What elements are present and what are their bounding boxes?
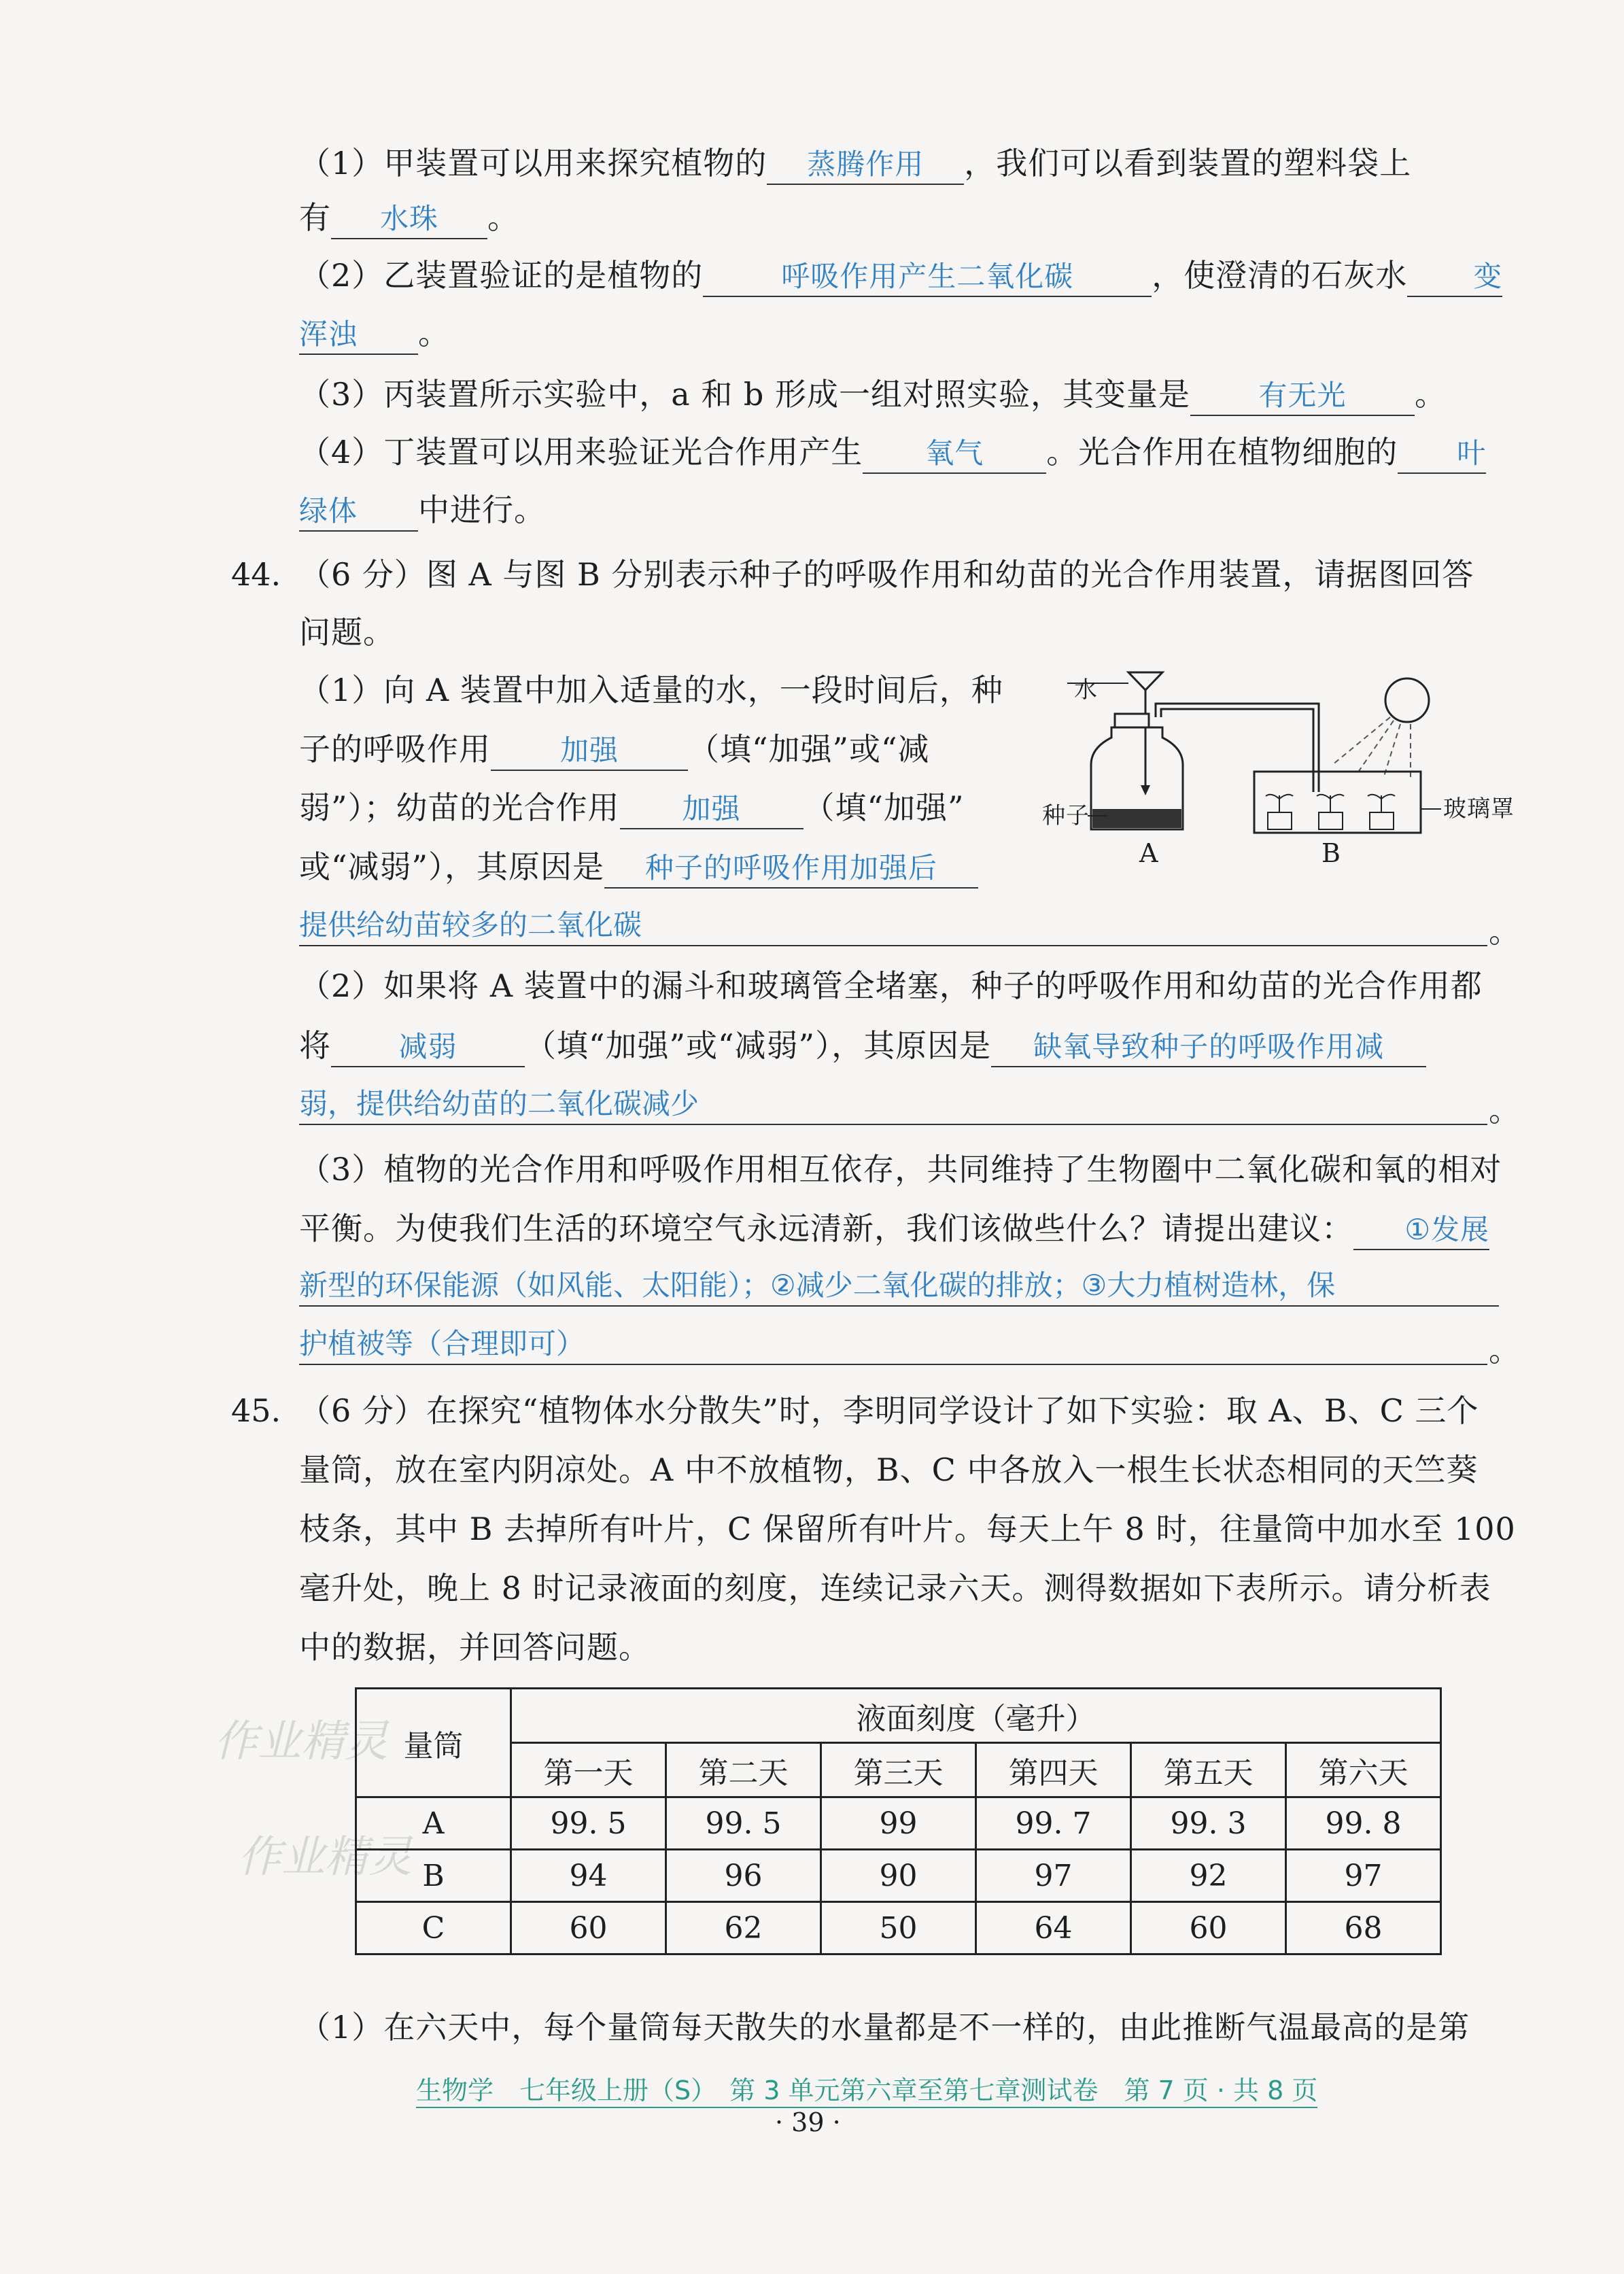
table-cell: 94: [511, 1850, 666, 1902]
light-ray: [1356, 721, 1394, 775]
table-cell: 96: [666, 1850, 821, 1902]
q45-line4: 毫升处，晚上 8 时记录液面的刻度，连续记录六天。测得数据如下表所示。请分析表: [299, 1570, 1491, 1606]
label-A: A: [1139, 838, 1159, 868]
answer-blank: 水珠: [331, 200, 487, 239]
q44-part2-line2: 将 减弱 （填“加强”或“减弱”），其原因是 缺氧导致种子的呼吸作用减: [299, 1025, 1426, 1067]
answer-blank: 缺氧导致种子的呼吸作用减: [991, 1028, 1426, 1067]
q45-line2: 量筒，放在室内阴凉处。A 中不放植物，B、C 中各放入一根生长状态相同的天竺葵: [299, 1451, 1479, 1488]
row-label: C: [356, 1902, 511, 1954]
q45-line3: 枝条，其中 B 去掉所有叶片，C 保留所有叶片。每天上午 8 时，往量筒中加水至 100: [299, 1511, 1516, 1547]
label-water: 水: [1074, 676, 1098, 704]
table-cell: 97: [976, 1850, 1131, 1902]
light-ray: [1332, 717, 1390, 765]
table-cell: 99. 7: [976, 1797, 1131, 1850]
answer-blank: 叶: [1398, 434, 1486, 474]
table-cell: 92: [1131, 1850, 1286, 1902]
answer-blank: 呼吸作用产生二氧化碳: [703, 258, 1152, 297]
row-label: B: [356, 1850, 511, 1902]
q43-part3: （3）丙装置所示实验中，a 和 b 形成一组对照实验，其变量是 有无光 。: [299, 374, 1447, 416]
seedling: [1368, 795, 1395, 812]
table-row: [356, 1850, 1441, 1902]
period: 。: [1489, 1332, 1521, 1368]
table-cell: 64: [976, 1902, 1131, 1954]
q45-line1: （6 分）在探究“植物体水分散失”时，李明同学设计了如下实验：取 A、B、C 三个: [299, 1392, 1479, 1429]
q43-part1-line2: 有 水珠 。: [299, 197, 519, 239]
q43-part2-line1: （2）乙装置验证的是植物的 呼吸作用产生二氧化碳 ，使澄清的石灰水 变: [299, 255, 1502, 297]
table-corner: 量筒: [356, 1689, 511, 1797]
table-day-header: 第五天: [1131, 1743, 1286, 1797]
table-cell: 99. 8: [1286, 1797, 1441, 1850]
answer-blank: 加强: [491, 731, 688, 771]
q43-part4-line1: （4）丁装置可以用来验证光合作用产生 氧气 。光合作用在植物细胞的 叶: [299, 432, 1486, 474]
table-cell: 99: [821, 1797, 976, 1850]
q43-part4-line2: 绿体 中进行。: [299, 489, 546, 532]
tube-tip: [1141, 785, 1150, 795]
answer-blank: 种子的呼吸作用加强后: [604, 849, 978, 889]
answer-blank-full: 护植被等（合理即可）: [299, 1324, 1487, 1365]
table-group-header: 液面刻度（毫升）: [511, 1689, 1441, 1743]
answer-blank-full: 提供给幼苗较多的二氧化碳: [299, 906, 1487, 946]
page-footer: 生物学 七年级上册（S） 第 3 单元第六章至第七章测试卷 第 7 页 · 共 8 页: [416, 2069, 1317, 2108]
answer-blank: 氧气: [863, 434, 1046, 474]
table-cell: 62: [666, 1902, 821, 1954]
sun-shape: [1385, 678, 1429, 722]
apparatus-figure: [1033, 663, 1509, 867]
page-number: · 39 ·: [775, 2107, 841, 2137]
table-cell: 99. 5: [666, 1797, 821, 1850]
q45-line5: 中的数据，并回答问题。: [299, 1629, 651, 1666]
bottle-stopper: [1115, 714, 1149, 727]
table-cell: 50: [821, 1902, 976, 1954]
answer-blank: 浑浊: [299, 315, 418, 355]
table-day-header: 第二天: [666, 1743, 821, 1797]
table-cell: 99. 3: [1131, 1797, 1286, 1850]
table-cell: 90: [821, 1850, 976, 1902]
q44-part3-line1: （3）植物的光合作用和呼吸作用相互依存，共同维持了生物圈中二氧化碳和氧的相对: [299, 1151, 1502, 1188]
table-day-header: 第一天: [511, 1743, 666, 1797]
plant-pot: [1370, 812, 1394, 829]
q44-intro-line1: （6 分）图 A 与图 B 分别表示种子的呼吸作用和幼苗的光合作用装置，请据图回答: [299, 556, 1474, 593]
q44-part1-line2: 子的呼吸作用 加强 （填“加强”或“减: [299, 729, 930, 771]
connecting-pipe-inner: [1161, 709, 1313, 792]
table-cell: 99. 5: [511, 1797, 666, 1850]
answer-blank-full: 新型的环保能源（如风能、太阳能）；②减少二氧化碳的排放；③大力植树造林，保: [299, 1266, 1499, 1307]
answer-blank: 有无光: [1190, 377, 1415, 416]
question-number: 44.: [231, 556, 281, 593]
table-cell: 68: [1286, 1902, 1441, 1954]
table-cell: 60: [511, 1902, 666, 1954]
q44-part1-line4: 或“减弱”），其原因是 种子的呼吸作用加强后: [299, 846, 978, 889]
plant-pot: [1319, 812, 1343, 829]
period: 。: [1489, 1092, 1521, 1129]
q44-intro-line2: 问题。: [299, 614, 395, 651]
seeds-layer: [1092, 809, 1181, 828]
seedling: [1317, 795, 1344, 812]
table-day-header: 第三天: [821, 1743, 976, 1797]
answer-blank: ①发展: [1353, 1211, 1489, 1250]
funnel-shape: [1128, 672, 1162, 690]
label-seed: 种子: [1042, 802, 1090, 829]
table-row: [356, 1797, 1441, 1850]
seedling: [1266, 795, 1293, 812]
q44-part1-line3: 弱”）；幼苗的光合作用 加强 （填“加强”: [299, 787, 965, 829]
table-cell: 60: [1131, 1902, 1286, 1954]
answer-blank-full: 弱，提供给幼苗的二氧化碳减少: [299, 1084, 1487, 1125]
answer-blank: 加强: [620, 790, 804, 829]
q43-part2-line2: 浑浊 。: [299, 313, 450, 355]
q43-part1-line1: （1）甲装置可以用来探究植物的 蒸腾作用 ，我们可以看到装置的塑料袋上: [299, 143, 1411, 185]
period: 。: [1489, 913, 1521, 950]
answer-blank: 蒸腾作用: [767, 145, 964, 185]
table-row: [356, 1902, 1441, 1954]
table-day-header: 第六天: [1286, 1743, 1441, 1797]
label-glass-cover: 玻璃罩: [1443, 795, 1515, 823]
watermark: 作业精灵: [214, 1717, 388, 1767]
answer-blank: 减弱: [331, 1028, 525, 1067]
question-number: 45.: [231, 1392, 281, 1429]
label-B: B: [1321, 838, 1341, 868]
q44-part3-line2: 平衡。为使我们生活的环境空气永远清新，我们该做些什么？请提出建议： ①发展: [299, 1208, 1489, 1250]
row-label: A: [356, 1797, 511, 1850]
watermark: 作业精灵: [238, 1832, 412, 1882]
answer-blank: 变: [1407, 258, 1502, 297]
q45-part1: （1）在六天中，每个量筒每天散失的水量都是不一样的，由此推断气温最高的是第: [299, 2009, 1470, 2046]
q44-part2-line1: （2）如果将 A 装置中的漏斗和玻璃管全堵塞，种子的呼吸作用和幼苗的光合作用都: [299, 967, 1483, 1004]
connecting-pipe: [1156, 704, 1319, 792]
water-level-table: [355, 1687, 1442, 1955]
q44-part1-line1: （1）向 A 装置中加入适量的水，一段时间后，种: [299, 672, 1003, 708]
table-cell: 97: [1286, 1850, 1441, 1902]
table-day-header: 第四天: [976, 1743, 1131, 1797]
plant-pot: [1268, 812, 1292, 829]
answer-blank: 绿体: [299, 492, 418, 532]
